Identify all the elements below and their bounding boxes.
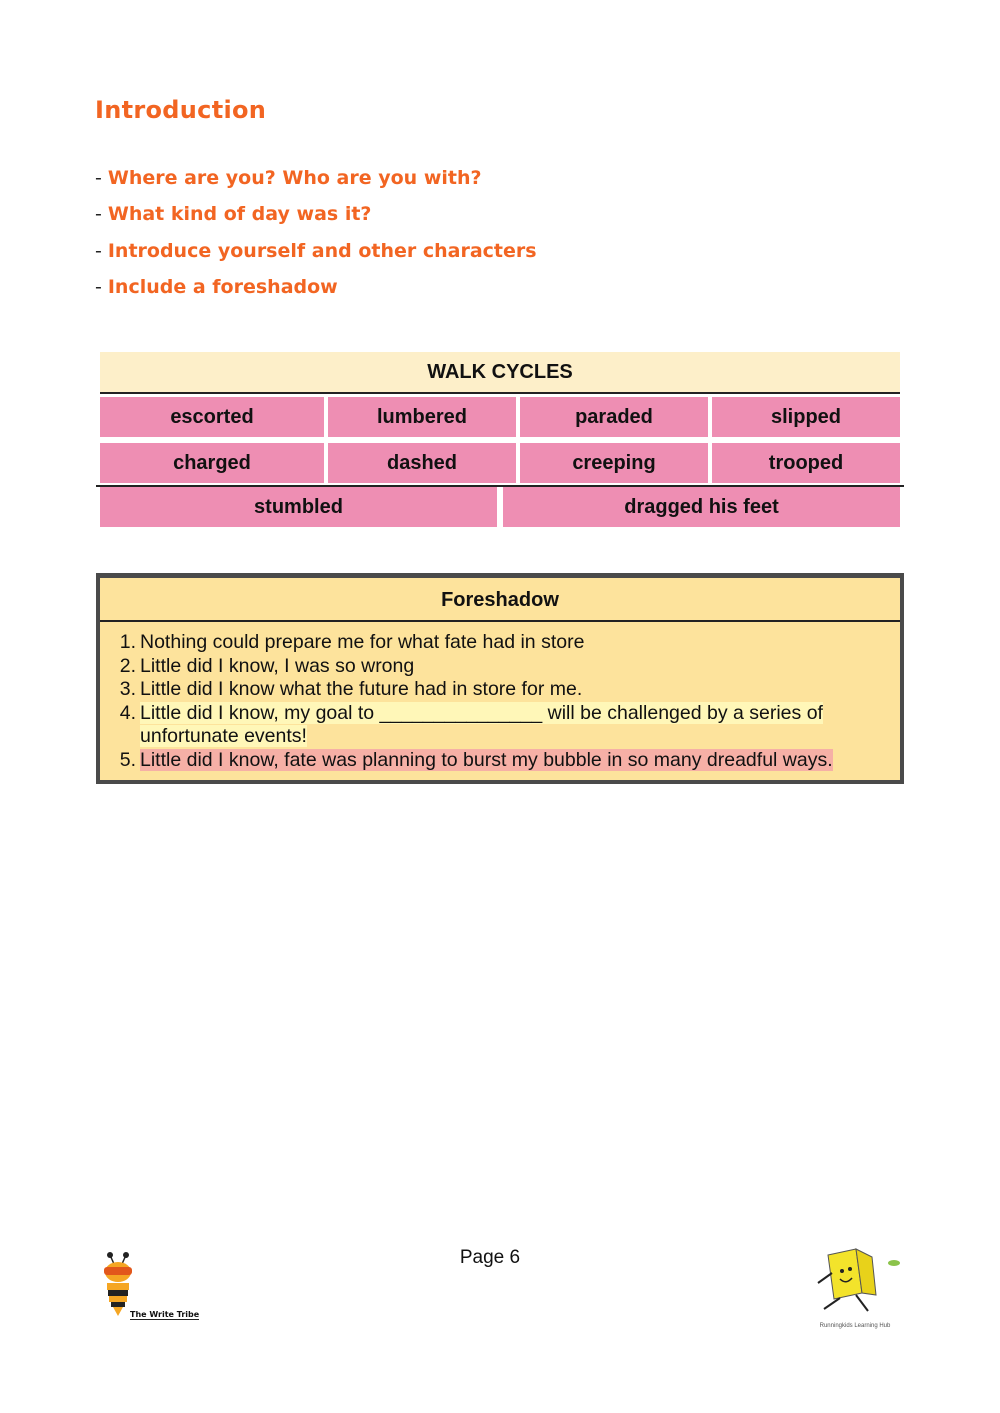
table-cell: dragged his feet [503, 487, 900, 527]
foreshadow-list [100, 631, 900, 772]
table-cell: charged [100, 443, 324, 483]
runningkids-logo [810, 1243, 905, 1329]
page-number: Page 6 [459, 1247, 521, 1268]
list-item: - What kind of day was it? [95, 203, 372, 226]
list-item: - Where are you? Who are you with? [95, 167, 482, 189]
list-item: 2. Little did I know, I was so wrong [119, 654, 415, 677]
list-item: 3. Little did I know what the future had in store for me. [119, 678, 583, 700]
right-logo-caption: Runningkids Learning Hub [819, 1323, 891, 1329]
intro-bullet-list [95, 164, 537, 309]
foreshadow-box [96, 573, 904, 784]
walk-cycles-table [100, 352, 900, 527]
table-row [100, 397, 900, 437]
walk-cycles-title: WALK CYCLES [100, 352, 900, 394]
list-item: 5. Little did I know, fate was planning to burst my bubble in so many dreadful ways. [119, 748, 833, 771]
table-cell: paraded [520, 397, 708, 437]
list-item: - Include a foreshadow [95, 275, 338, 298]
left-logo-caption: The Write Tribe [130, 1310, 200, 1319]
table-cell: trooped [712, 443, 900, 483]
table-cell: slipped [712, 397, 900, 437]
table-cell: dashed [328, 443, 516, 483]
foreshadow-title: Foreshadow [100, 578, 900, 622]
table-row [100, 443, 900, 483]
list-item: unfortunate events! [140, 725, 307, 747]
table-row [100, 487, 900, 527]
page-heading: Introduction [95, 96, 267, 124]
list-item: 4. Little did I know, my goal to _______________ will be challenged by a series of [119, 701, 823, 724]
table-cell: stumbled [100, 487, 497, 527]
list-item: 1. Nothing could prepare me for what fate had in store [119, 631, 585, 653]
running-book-icon [810, 1243, 905, 1318]
table-cell: creeping [520, 443, 708, 483]
list-item: - Introduce yourself and other characters [95, 239, 537, 262]
table-cell: lumbered [328, 397, 516, 437]
table-cell: escorted [100, 397, 324, 437]
